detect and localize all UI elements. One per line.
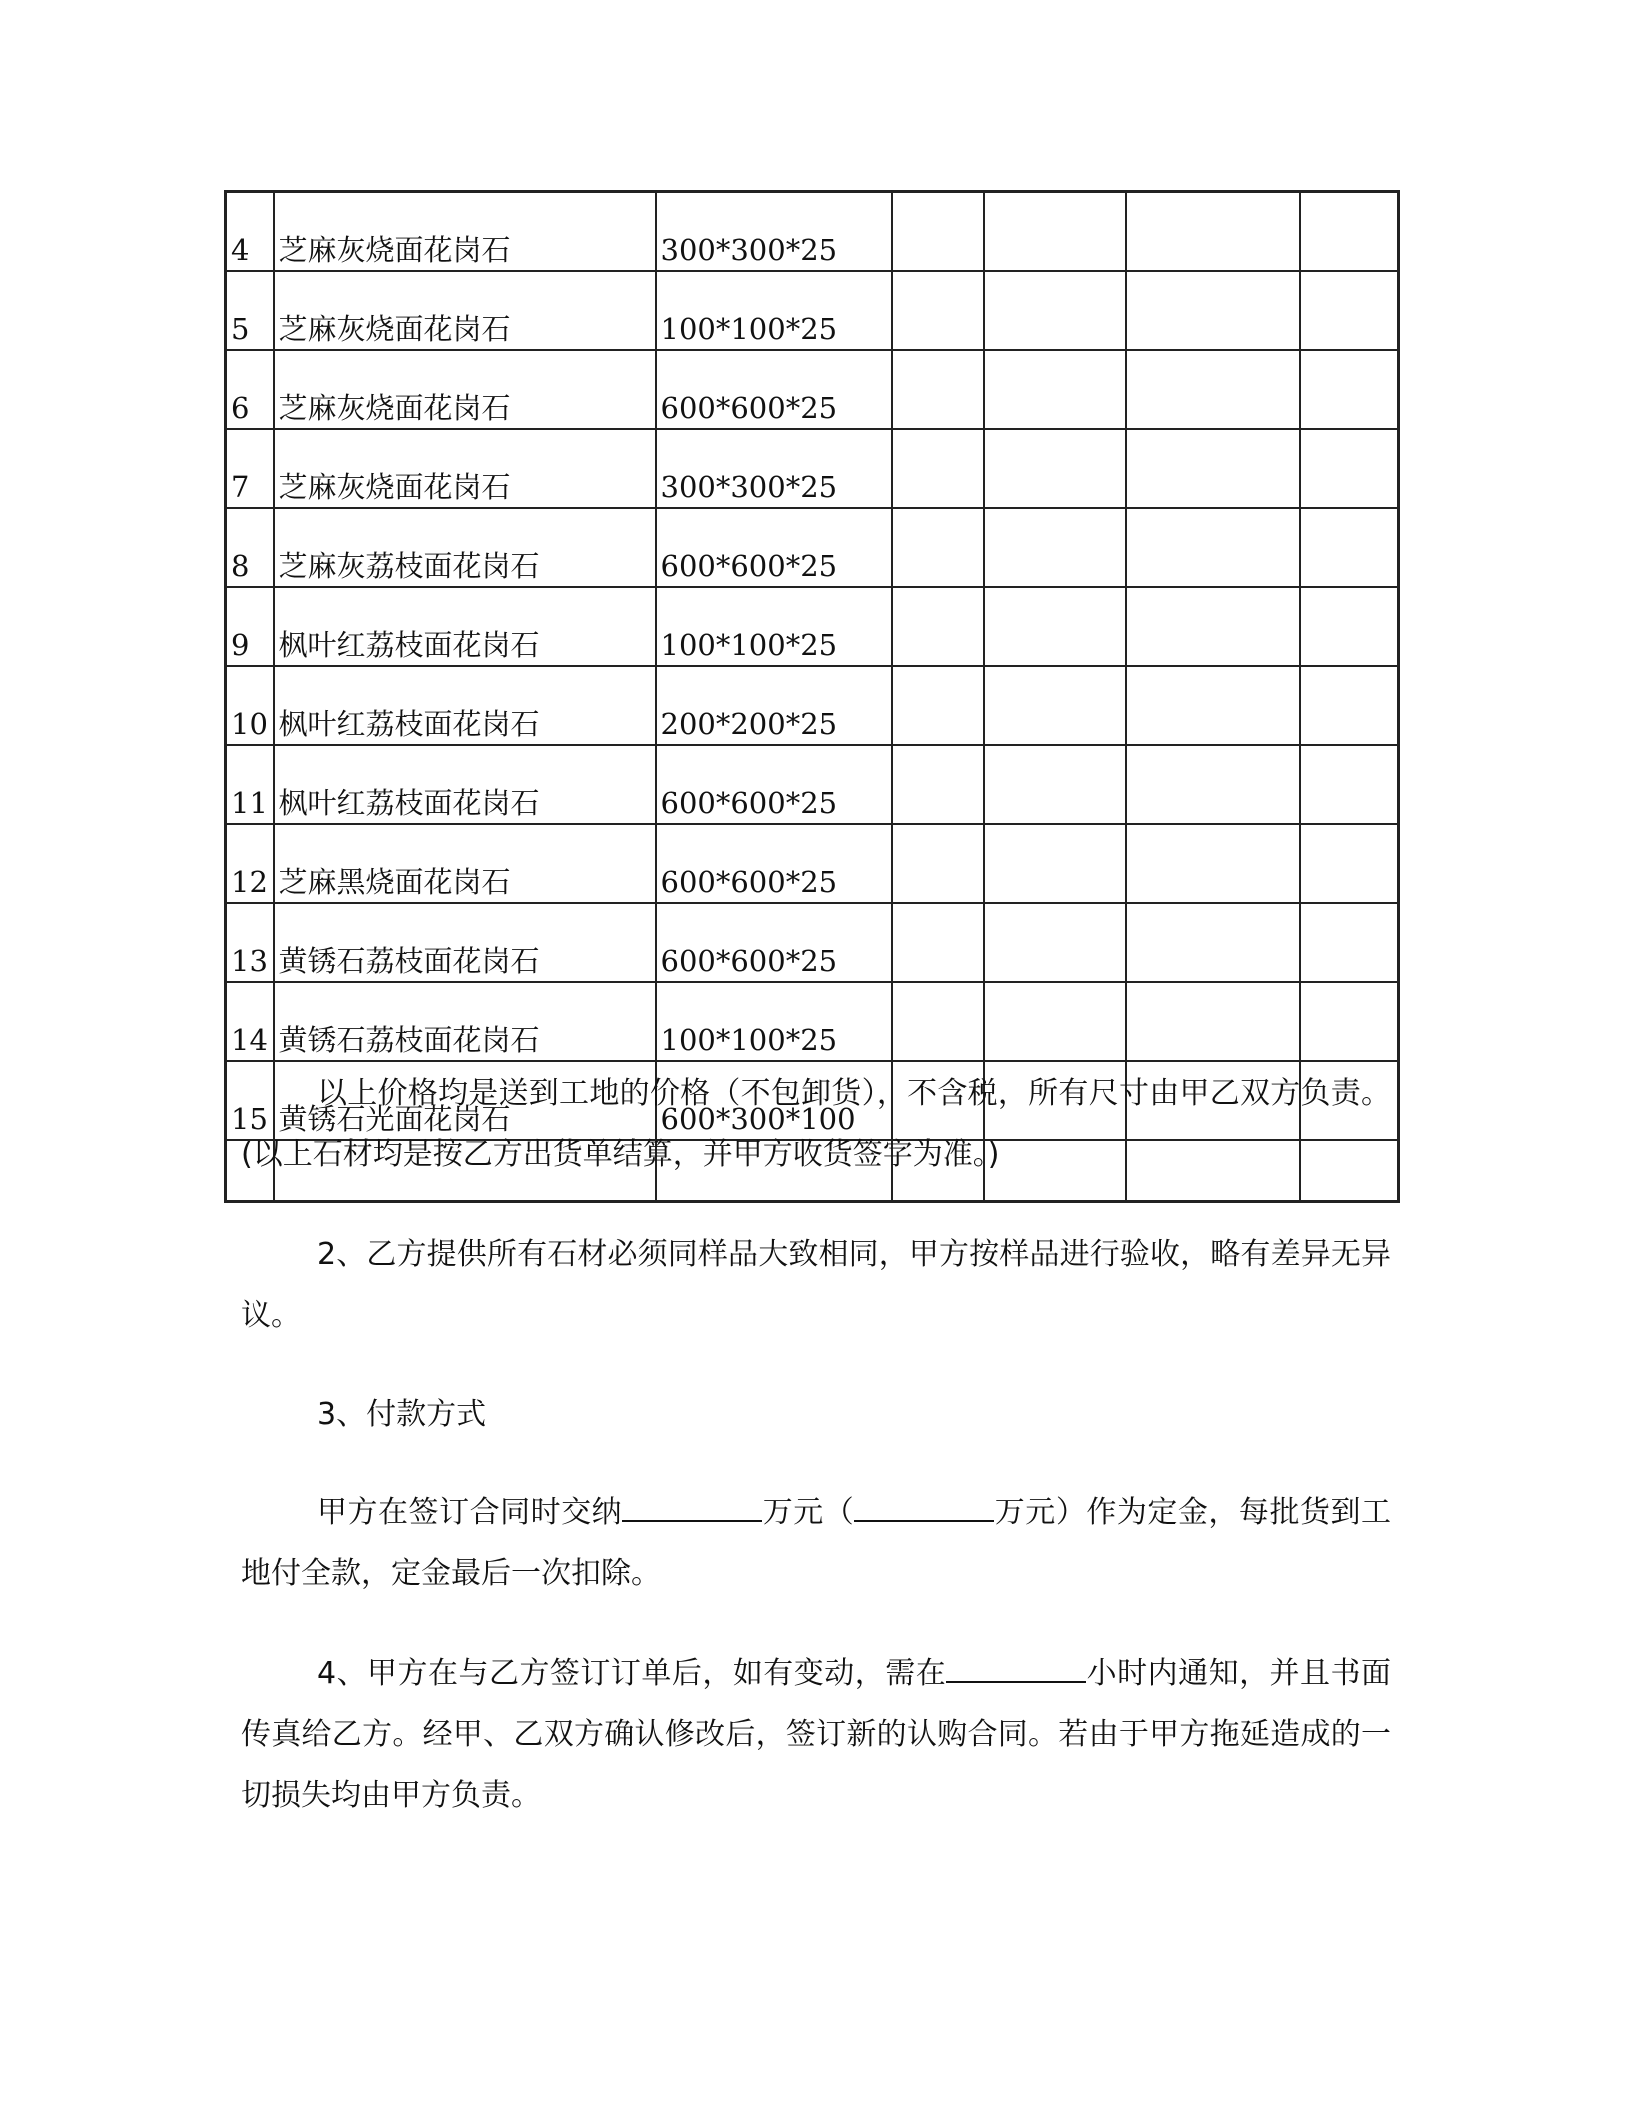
empty-cell bbox=[892, 903, 984, 982]
empty-cell bbox=[984, 350, 1126, 429]
empty-cell bbox=[1300, 350, 1399, 429]
spec-cell: 100*100*25 bbox=[656, 271, 892, 350]
stone-name-cell: 枫叶红荔枝面花岗石 bbox=[274, 666, 656, 745]
row-number-cell: 7 bbox=[226, 429, 274, 508]
spec-cell: 100*100*25 bbox=[656, 982, 892, 1061]
stone-name-cell: 芝麻灰烧面花岗石 bbox=[274, 192, 656, 272]
price-note-paragraph: 以上价格均是送到工地的价格（不包卸货），不含税，所有尺寸由甲乙双方负责。(以上石材均是按乙方出货单结算，并甲方收货签字为准。) bbox=[241, 1076, 1391, 1172]
row-number-cell: 12 bbox=[226, 824, 274, 903]
empty-cell bbox=[1126, 508, 1300, 587]
stone-name-cell: 枫叶红荔枝面花岗石 bbox=[274, 745, 656, 824]
table-row bbox=[226, 350, 1399, 429]
table-row bbox=[226, 271, 1399, 350]
change-clause-paragraph bbox=[241, 1643, 1391, 1826]
empty-cell bbox=[984, 429, 1126, 508]
spec-cell: 300*300*25 bbox=[656, 429, 892, 508]
empty-cell bbox=[984, 982, 1126, 1061]
stone-name-cell: 黄锈石荔枝面花岗石 bbox=[274, 903, 656, 982]
table-row bbox=[226, 903, 1399, 982]
stone-name-cell: 芝麻灰烧面花岗石 bbox=[274, 350, 656, 429]
row-number-cell: 4 bbox=[226, 192, 274, 272]
empty-cell bbox=[1126, 587, 1300, 666]
row-number-cell: 8 bbox=[226, 508, 274, 587]
row-number-cell: 14 bbox=[226, 982, 274, 1061]
deposit-amount-blank bbox=[622, 1490, 762, 1522]
table-row bbox=[226, 824, 1399, 903]
empty-cell bbox=[892, 192, 984, 272]
table-row bbox=[226, 508, 1399, 587]
empty-cell bbox=[1126, 903, 1300, 982]
table-row bbox=[226, 745, 1399, 824]
empty-cell bbox=[1126, 192, 1300, 272]
spec-cell: 600*600*25 bbox=[656, 824, 892, 903]
spec-cell: 100*100*25 bbox=[656, 587, 892, 666]
row-number-cell: 9 bbox=[226, 587, 274, 666]
spec-cell: 200*200*25 bbox=[656, 666, 892, 745]
empty-cell bbox=[1126, 824, 1300, 903]
empty-cell bbox=[984, 587, 1126, 666]
spec-cell: 600*600*25 bbox=[656, 350, 892, 429]
empty-cell bbox=[892, 666, 984, 745]
payment-text-3: 万元）作为定金，每批货到工地付全款，定金最后一次扣除。 bbox=[241, 1495, 1392, 1591]
stone-name-cell: 芝麻灰烧面花岗石 bbox=[274, 429, 656, 508]
empty-cell bbox=[892, 745, 984, 824]
spec-cell: 300*300*25 bbox=[656, 192, 892, 272]
empty-cell bbox=[984, 666, 1126, 745]
empty-cell bbox=[892, 824, 984, 903]
stone-name-cell: 黄锈石荔枝面花岗石 bbox=[274, 982, 656, 1061]
empty-cell bbox=[892, 350, 984, 429]
table-body bbox=[226, 192, 1399, 1202]
empty-cell bbox=[984, 271, 1126, 350]
empty-cell bbox=[1126, 429, 1300, 508]
empty-cell bbox=[984, 903, 1126, 982]
payment-heading: 3、付款方式 bbox=[317, 1397, 487, 1432]
payment-text-1: 甲方在签订合同时交纳 bbox=[317, 1495, 623, 1530]
spec-cell: 600*600*25 bbox=[656, 745, 892, 824]
table-row bbox=[226, 982, 1399, 1061]
empty-cell bbox=[1300, 666, 1399, 745]
empty-cell bbox=[1300, 982, 1399, 1061]
change-text-2: 小时内通知，并且书面传真给乙方。经甲、乙双方确认修改后，签订新的认购合同。若由于甲方拖延造成的一切损失均由甲方负责。 bbox=[241, 1656, 1391, 1813]
empty-cell bbox=[1126, 982, 1300, 1061]
row-number-cell: 5 bbox=[226, 271, 274, 350]
empty-cell bbox=[1300, 508, 1399, 587]
empty-cell bbox=[1300, 745, 1399, 824]
deposit-amount-upper-blank bbox=[854, 1490, 994, 1522]
empty-cell bbox=[984, 824, 1126, 903]
empty-cell bbox=[892, 508, 984, 587]
empty-cell bbox=[1300, 429, 1399, 508]
empty-cell bbox=[892, 982, 984, 1061]
empty-cell bbox=[1300, 271, 1399, 350]
stone-name-cell: 枫叶红荔枝面花岗石 bbox=[274, 587, 656, 666]
payment-text-2: 万元（ bbox=[762, 1495, 855, 1530]
table-row bbox=[226, 429, 1399, 508]
stone-name-cell: 芝麻灰烧面花岗石 bbox=[274, 271, 656, 350]
row-number-cell: 10 bbox=[226, 666, 274, 745]
spec-cell: 600*600*25 bbox=[656, 903, 892, 982]
spec-cell: 600*300*100 bbox=[656, 1061, 892, 1140]
quality-clause-paragraph: 2、乙方提供所有石材必须同样品大致相同，甲方按样品进行验收，略有差异无异议。 bbox=[241, 1237, 1391, 1333]
row-number-cell: 13 bbox=[226, 903, 274, 982]
change-text-1: 4、甲方在与乙方签订订单后，如有变动，需在 bbox=[317, 1656, 947, 1691]
empty-cell bbox=[1126, 350, 1300, 429]
notice-hours-blank bbox=[946, 1651, 1086, 1683]
empty-cell bbox=[892, 429, 984, 508]
empty-cell bbox=[892, 271, 984, 350]
table-row bbox=[226, 666, 1399, 745]
row-number-cell: 11 bbox=[226, 745, 274, 824]
empty-cell bbox=[984, 745, 1126, 824]
stone-price-table bbox=[224, 190, 1400, 1203]
stone-name-cell: 黄锈石光面花岗石 bbox=[274, 1061, 656, 1140]
table-row bbox=[226, 587, 1399, 666]
empty-cell bbox=[1126, 666, 1300, 745]
empty-cell bbox=[1126, 271, 1300, 350]
payment-terms-paragraph bbox=[241, 1482, 1391, 1604]
empty-cell bbox=[892, 587, 984, 666]
stone-name-cell: 芝麻灰荔枝面花岗石 bbox=[274, 508, 656, 587]
empty-cell bbox=[1126, 745, 1300, 824]
empty-cell bbox=[984, 508, 1126, 587]
empty-cell bbox=[1300, 587, 1399, 666]
spec-cell: 600*600*25 bbox=[656, 508, 892, 587]
table-row bbox=[226, 192, 1399, 272]
empty-cell bbox=[1300, 903, 1399, 982]
row-number-cell: 6 bbox=[226, 350, 274, 429]
empty-cell bbox=[1300, 824, 1399, 903]
empty-cell bbox=[984, 192, 1126, 272]
stone-name-cell: 芝麻黑烧面花岗石 bbox=[274, 824, 656, 903]
empty-cell bbox=[1300, 192, 1399, 272]
row-number-cell: 15 bbox=[226, 1061, 274, 1140]
